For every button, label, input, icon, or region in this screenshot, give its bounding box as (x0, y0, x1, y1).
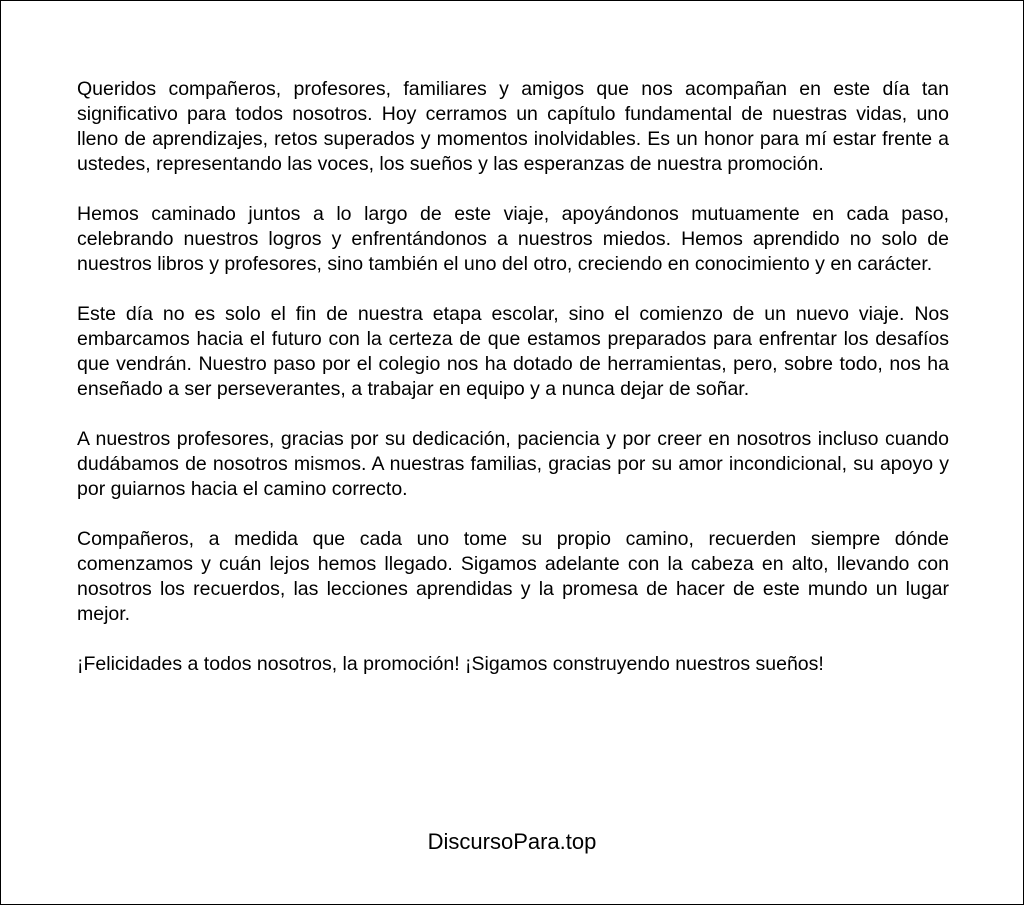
site-watermark: DiscursoPara.top (427, 829, 597, 854)
paragraph-3: Este día no es solo el fin de nuestra etapa escolar, sino el comienzo de un nuevo viaje. Nos embarcamos hacia el futuro con la certeza de que estamos preparados para enfrentar los desafíos que vendrán. Nuestro paso por el colegio nos ha dotado de herramientas, pero, sobre todo, nos ha enseñado a ser perseverantes, a trabajar en equipo y a nunca dejar de soñar. (77, 303, 949, 400)
paragraph-2: Hemos caminado juntos a lo largo de este viaje, apoyándonos mutuamente en cada paso, celebrando nuestros logros y enfrentándonos a nuestros miedos. Hemos aprendido no solo de nuestros libros y profesores, sino también el uno del otro, creciendo en conocimiento y en carácter. (77, 203, 949, 275)
speech-body (77, 77, 949, 702)
paragraph-4: A nuestros profesores, gracias por su dedicación, paciencia y por creer en nosotros incluso cuando dudábamos de nosotros mismos. A nuestras familias, gracias por su amor incondicional, su apoyo y por guiarnos hacia el camino correcto. (77, 428, 949, 500)
paragraph-closing: ¡Felicidades a todos nosotros, la promoción! ¡Sigamos construyendo nuestros sueños! (77, 653, 824, 675)
paragraph-1: Queridos compañeros, profesores, familiares y amigos que nos acompañan en este día tan significativo para todos nosotros. Hoy cerramos un capítulo fundamental de nuestras vidas, uno lleno de aprendizajes, retos superados y momentos inolvidables. Es un honor para mí estar frente a ustedes, representando las voces, los sueños y las esperanzas de nuestra promoción. (77, 78, 949, 175)
paragraph-5: Compañeros, a medida que cada uno tome su propio camino, recuerden siempre dónde comenzamos y cuán lejos hemos llegado. Sigamos adelante con la cabeza en alto, llevando con nosotros los recuerdos, las lecciones aprendidas y la promesa de hacer de este mundo un lugar mejor. (77, 528, 949, 625)
